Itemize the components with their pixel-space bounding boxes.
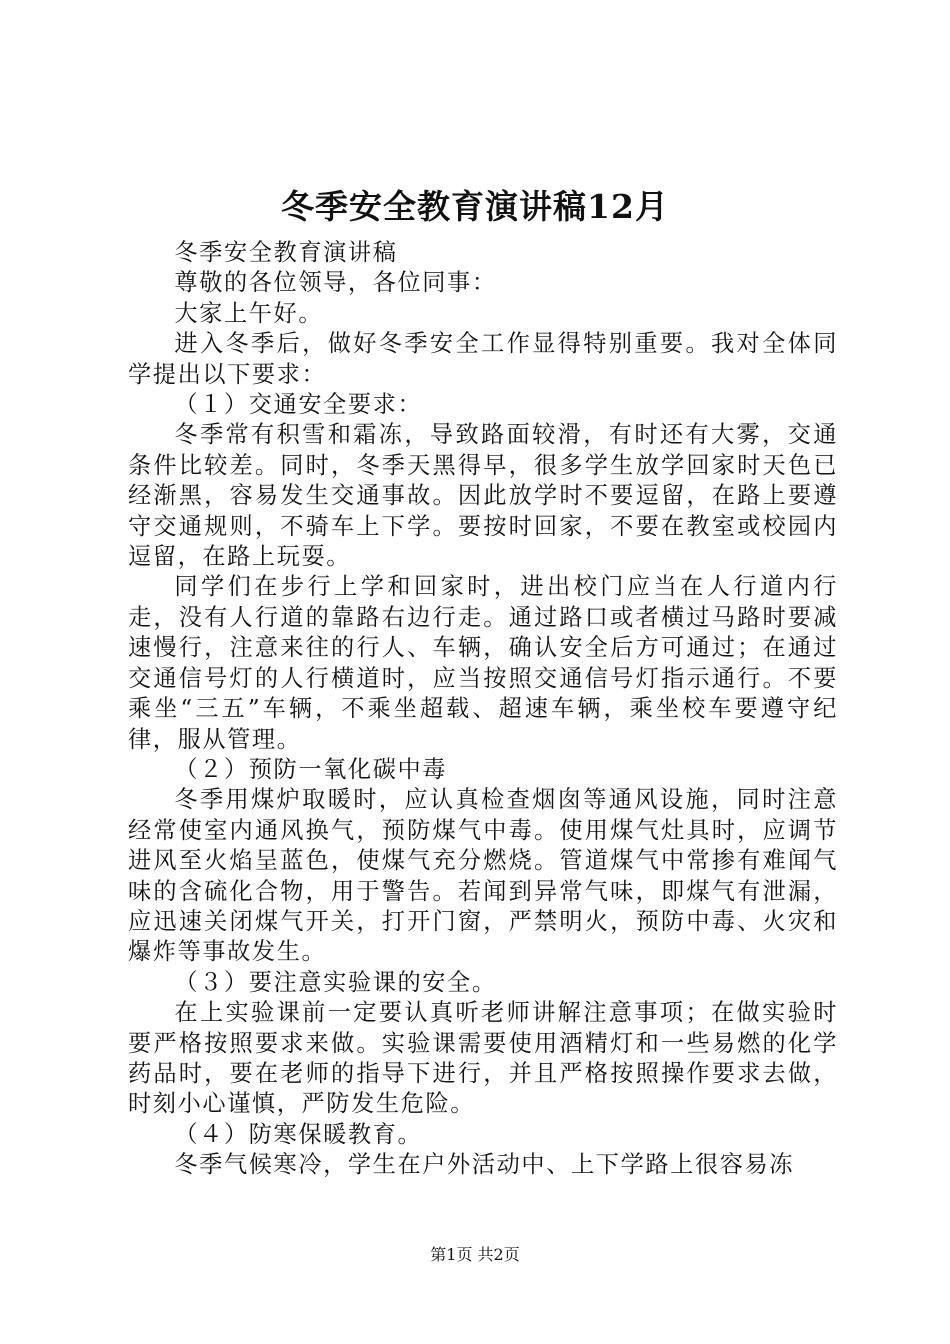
paragraph-lab: 在上实验课前一定要认真听老师讲解注意事项；在做实验时要严格按照要求来做。实验课需要使用酒精灯和一些易燃的化学药品时，要在老师的指导下进行，并且严格按照操作要求去做，时刻小心谨慎，严防发生危险。 <box>128 999 838 1118</box>
paragraph-greeting: 大家上午好。 <box>174 299 324 327</box>
paragraph-traffic-1: 冬季常有积雪和霜冻，导致路面较滑，有时还有大雾，交通条件比较差。同时，冬季天黑得早，很多学生放学回家时天色已经渐黑，容易发生交通事故。因此放学时不要逗留，在路上要遵守交通规则，不骑车上下学。要按时回家，不要在教室或校园内逗留，在路上玩耍。 <box>128 421 838 571</box>
paragraph-intro: 进入冬季后，做好冬季安全工作显得特别重要。我对全体同学提出以下要求： <box>128 330 838 388</box>
paragraph-heading: 冬季安全教育演讲稿 <box>174 239 398 266</box>
section-heading-cold: （４）防寒保暖教育。 <box>174 1120 423 1148</box>
paragraph-cold: 冬季气候寒冷，学生在户外活动中、上下学路上很容易冻 <box>174 1151 795 1179</box>
section-heading-co: （２）预防一氧化碳中毒 <box>174 755 448 783</box>
document-title: 冬季安全教育演讲稿12月 <box>281 187 669 226</box>
paragraph-co: 冬季用煤炉取暖时，应认真检查烟囱等通风设施，同时注意经常使室内通风换气，预防煤气中毒。使用煤气灶具时，应调节进风至火焰呈蓝色，使煤气充分燃烧。管道煤气中常掺有难闻气味的含硫化合物，用于警告。若闻到异常气味，即煤气有泄漏，应迅速关闭煤气开关，打开门窗，严禁明火，预防中毒、火灾和爆炸等事故发生。 <box>128 786 838 966</box>
paragraph-traffic-2: 同学们在步行上学和回家时，进出校门应当在人行道内行走，没有人行道的靠路右边行走。通过路口或者横过马路时要减速慢行，注意来往的行人、车辆，确认安全后方可通过；在通过交通信号灯的人行横道时，应当按照交通信号灯指示通行。不要乘坐“三五”车辆，不乘坐超载、超速车辆，乘坐校车要遵守纪律，服从管理。 <box>128 573 838 753</box>
section-heading-lab: （３）要注意实验课的安全。 <box>174 968 497 996</box>
paragraph-salutation: 尊敬的各位领导，各位同事： <box>174 269 497 297</box>
page-footer: 第1页 共2页 <box>430 1245 520 1264</box>
document-body <box>128 238 838 1181</box>
section-heading-traffic: （１）交通安全要求： <box>174 391 423 419</box>
